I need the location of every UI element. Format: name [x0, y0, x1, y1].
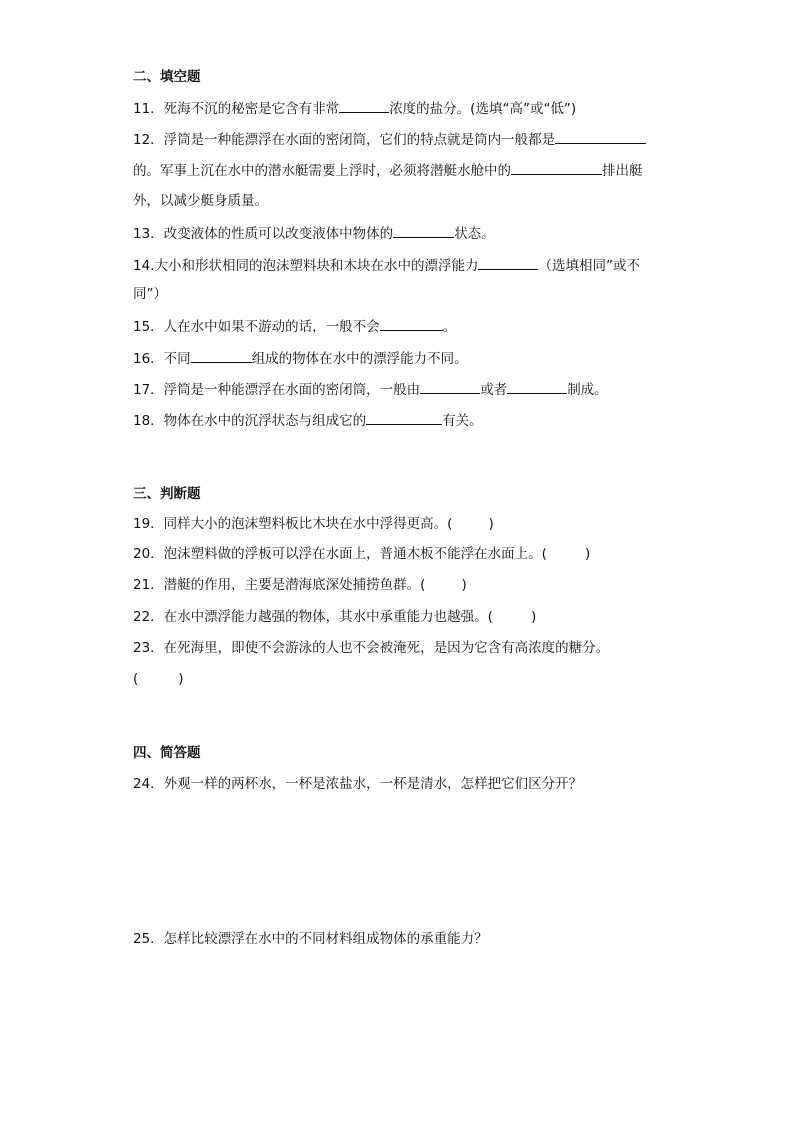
question-12-line-2	[133, 161, 693, 180]
question-23-line-1: 23．在死海里，即使不会游泳的人也不会被淹死，是因为它含有高浓度的糖分。	[133, 640, 610, 656]
q17-blank-2[interactable]	[507, 380, 567, 394]
q21-close-paren: )	[461, 577, 467, 593]
question-13	[133, 224, 693, 243]
q16-text-b: 组成的物体在水中的漂浮能力不同。	[251, 351, 468, 367]
section-heading-judge: 三、判断题	[133, 486, 201, 502]
q16-text-a: 16．不同	[133, 351, 191, 367]
q17-blank-1[interactable]	[420, 380, 480, 394]
q20-close-paren: )	[584, 546, 591, 562]
question-23-line-2	[133, 670, 693, 688]
q22-close-paren: )	[530, 609, 537, 625]
question-24: 24．外观一样的两杯水，一杯是浓盐水，一杯是清水，怎样把它们区分开？	[133, 776, 583, 792]
question-12-line-3: 外，以减少艇身质量。	[133, 193, 268, 209]
q12-text-l1: 12．浮筒是一种能漂浮在水面的密闭筒，它们的特点就是筒内一般都是	[133, 132, 556, 148]
q17-text-c: 制成。	[567, 382, 608, 398]
question-16	[133, 349, 693, 368]
q14-text-b: （选填相同”或不	[538, 258, 640, 274]
q19-text: 19．同样大小的泡沫塑料板比木块在水中浮得更高。(	[133, 516, 453, 532]
section-heading-fill: 二、填空题	[133, 69, 201, 85]
q18-text-a: 18．物体在水中的沉浮状态与组成它的	[133, 413, 367, 429]
question-19	[133, 515, 693, 533]
q23-open-paren: (	[133, 671, 139, 687]
q17-text-a: 17．浮筒是一种能漂浮在水面的密闭筒，一般由	[133, 382, 421, 398]
q14-text-a: 14.大小和形状相同的泡沫塑料块和木块在水中的漂浮能力	[133, 258, 479, 274]
q15-blank[interactable]	[380, 317, 443, 331]
q15-text-b: 。	[442, 319, 457, 335]
question-25: 25．怎样比较漂浮在水中的不同材料组成物体的承重能力？	[133, 931, 488, 947]
question-15	[133, 317, 693, 336]
question-14-line-2: 同”）	[133, 286, 167, 302]
q12-blank-2[interactable]	[511, 161, 602, 175]
q18-text-b: 有关。	[442, 413, 483, 429]
q12-blank-1[interactable]	[555, 130, 646, 144]
question-14-line-1	[133, 256, 693, 275]
question-22	[133, 608, 693, 626]
q15-text-a: 15．人在水中如果不游动的话，一般不会	[133, 319, 380, 335]
q23-close-paren: )	[178, 671, 184, 687]
q14-blank[interactable]	[478, 256, 538, 270]
q13-blank[interactable]	[393, 224, 454, 238]
question-11	[133, 99, 693, 118]
q20-text: 20．泡沫塑料做的浮板可以浮在水面上，普通木板不能浮在水面上。(	[133, 546, 547, 562]
q16-blank[interactable]	[191, 349, 252, 363]
question-12-line-1	[133, 130, 693, 149]
q11-text-b: 浓度的盐分。(选填“高”或“低”)	[389, 101, 577, 117]
q11-text-a: 11．死海不沉的秘密是它含有非常	[133, 101, 340, 117]
q13-text-b: 状态。	[454, 226, 495, 242]
question-20	[133, 545, 693, 563]
q17-text-b: 或者	[480, 382, 508, 398]
question-21	[133, 576, 693, 594]
q21-text: 21．潜艇的作用，主要是潜海底深处捕捞鱼群。(	[133, 577, 426, 593]
q11-blank[interactable]	[339, 99, 389, 113]
question-17	[133, 380, 693, 399]
q12-text-l2b: 排出艇	[602, 163, 643, 179]
q18-blank[interactable]	[366, 411, 442, 425]
q22-text: 22．在水中漂浮能力越强的物体，其水中承重能力也越强。(	[133, 609, 493, 625]
section-heading-short: 四、简答题	[133, 745, 201, 761]
question-18	[133, 411, 693, 430]
q13-text-a: 13．改变液体的性质可以改变液体中物体的	[133, 226, 394, 242]
q12-text-l2a: 的。军事上沉在水中的潜水艇需要上浮时，必须将潜艇水舱中的	[133, 163, 511, 179]
q19-close-paren: )	[488, 516, 494, 532]
